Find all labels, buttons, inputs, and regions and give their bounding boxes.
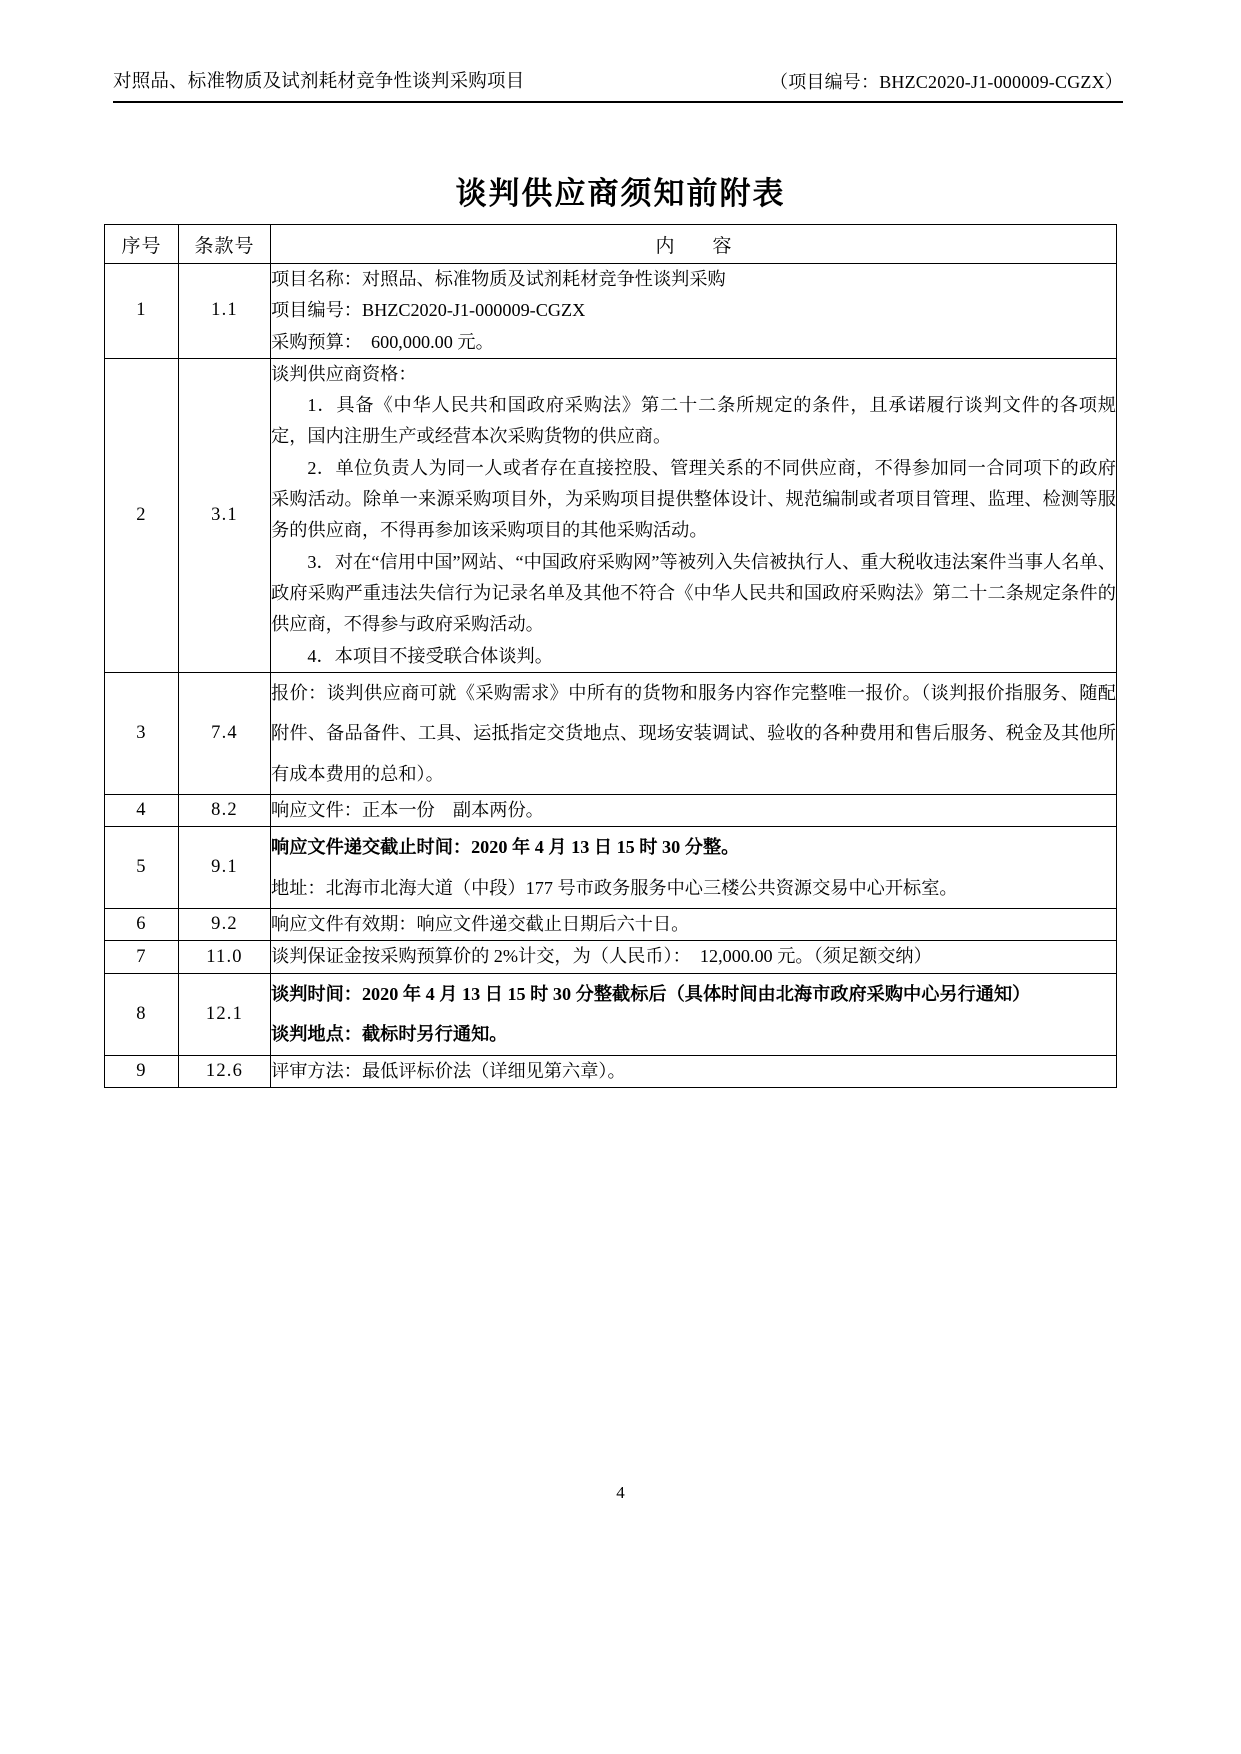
clause-number-cell: 8.2 <box>179 795 271 827</box>
content-paragraph: 谈判地点：截标时另行通知。 <box>271 1024 508 1045</box>
content-paragraph: 项目名称：对照品、标准物质及试剂耗材竞争性谈判采购 <box>271 269 726 289</box>
column-header-clause: 条款号 <box>179 225 271 264</box>
notice-table-body <box>105 264 1117 1088</box>
content-paragraph: 3．对在“信用中国”网站、“中国政府采购网”等被列入失信被执行人、重大税收违法案件当事人名单、政府采购严重违法失信行为记录名单及其他不符合《中华人民共和国政府采购法》第二十二条规定条件的供应商，不得参与政府采购活动。 <box>271 551 1116 635</box>
header-project-number: （项目编号：BHZC2020-J1-000009-CGZX） <box>770 71 1123 92</box>
clause-number-cell: 9.1 <box>179 827 271 909</box>
row-index-cell: 5 <box>105 827 179 909</box>
row-index-cell: 1 <box>105 264 179 359</box>
clause-number-cell: 11.0 <box>179 941 271 973</box>
table-row <box>105 973 1117 1055</box>
header-project-title: 对照品、标准物质及试剂耗材竞争性谈判采购项目 <box>113 72 525 92</box>
table-row <box>105 358 1117 672</box>
column-header-no: 序号 <box>105 225 179 264</box>
content-cell <box>271 795 1117 827</box>
row-index-cell: 7 <box>105 941 179 973</box>
content-paragraph: 谈判保证金按采购预算价的 2%计交，为（人民币）： 12,000.00 元。（须足额交纳） <box>271 946 932 967</box>
page-number: 4 <box>616 1483 625 1502</box>
content-paragraph: 2．单位负责人为同一人或者存在直接控股、管理关系的不同供应商，不得参加同一合同项下的政府采购活动。除单一来源采购项目外，为采购项目提供整体设计、规范编制或者项目管理、监理、检测等服务的供应商，不得再参加该采购项目的其他采购活动。 <box>271 457 1116 541</box>
table-header-row <box>105 225 1117 264</box>
table-row <box>105 795 1117 827</box>
column-header-content: 内 容 <box>271 225 1117 264</box>
row-index-cell: 9 <box>105 1055 179 1087</box>
table-row <box>105 827 1117 909</box>
clause-number-cell: 12.6 <box>179 1055 271 1087</box>
content-cell <box>271 672 1117 794</box>
content-paragraph: 响应文件有效期：响应文件递交截止日期后六十日。 <box>271 914 690 935</box>
content-cell <box>271 264 1117 359</box>
table-row <box>105 1055 1117 1087</box>
clause-number-cell: 1.1 <box>179 264 271 359</box>
content-cell <box>271 909 1117 941</box>
content-cell <box>271 827 1117 909</box>
header-divider-rule <box>113 101 1123 103</box>
content-paragraph: 响应文件递交截止时间：2020 年 4 月 13 日 15 时 30 分整。 <box>271 837 740 858</box>
page-title: 谈判供应商须知前附表 <box>455 175 786 211</box>
content-paragraph: 评审方法：最低评标价法（详细见第六章）。 <box>271 1060 626 1081</box>
content-cell <box>271 973 1117 1055</box>
clause-number-cell: 9.2 <box>179 909 271 941</box>
content-paragraph: 谈判时间：2020 年 4 月 13 日 15 时 30 分整截标后（具体时间由北海市政府采购中心另行通知） <box>271 983 1031 1004</box>
content-cell <box>271 1055 1117 1087</box>
content-cell <box>271 941 1117 973</box>
clause-number-cell: 7.4 <box>179 672 271 794</box>
clause-number-cell: 12.1 <box>179 973 271 1055</box>
row-index-cell: 2 <box>105 358 179 672</box>
row-index-cell: 3 <box>105 672 179 794</box>
row-index-cell: 6 <box>105 909 179 941</box>
content-paragraph: 4．本项目不接受联合体谈判。 <box>307 645 553 666</box>
content-cell <box>271 358 1117 672</box>
row-index-cell: 4 <box>105 795 179 827</box>
content-paragraph: 响应文件：正本一份 副本两份。 <box>271 800 544 821</box>
content-paragraph: 谈判供应商资格： <box>271 363 417 384</box>
clause-number-cell: 3.1 <box>179 358 271 672</box>
content-paragraph: 报价：谈判供应商可就《采购需求》中所有的货物和服务内容作完整唯一报价。（谈判报价指服务、随配附件、备品备件、工具、运抵指定交货地点、现场安装调试、验收的各种费用和售后服务、税金及其他所有成本费用的总和）。 <box>271 682 1116 784</box>
running-header <box>113 70 1123 94</box>
notice-table <box>104 224 1117 1088</box>
table-row <box>105 672 1117 794</box>
table-row <box>105 264 1117 359</box>
content-paragraph: 采购预算： 600,000.00 元。 <box>271 331 494 352</box>
row-index-cell: 8 <box>105 973 179 1055</box>
table-row <box>105 909 1117 941</box>
content-paragraph: 地址：北海市北海大道（中段）177 号市政务服务中心三楼公共资源交易中心开标室。 <box>271 877 958 898</box>
notice-table-container <box>104 224 1116 1088</box>
content-paragraph: 1．具备《中华人民共和国政府采购法》第二十二条所规定的条件，且承诺履行谈判文件的各项规定，国内注册生产或经营本次采购货物的供应商。 <box>271 395 1116 447</box>
table-row <box>105 941 1117 973</box>
content-paragraph: 项目编号：BHZC2020-J1-000009-CGZX <box>271 300 586 321</box>
